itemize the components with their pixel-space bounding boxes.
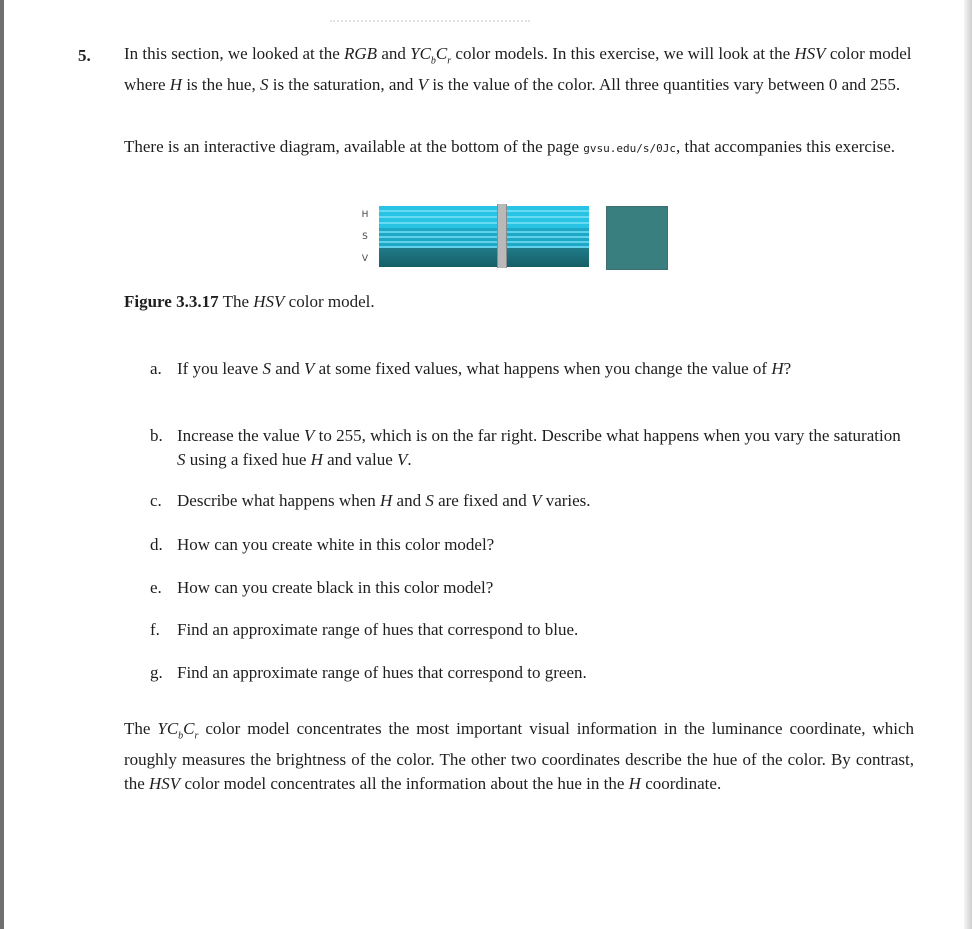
question-e: e. How can you create black in this color model? xyxy=(150,578,494,597)
page-left-border xyxy=(0,0,4,929)
question-g: g. Find an approximate range of hues that correspond to green. xyxy=(150,663,587,682)
saturation-slider-track[interactable] xyxy=(379,228,589,248)
value-slider-track[interactable] xyxy=(379,248,589,267)
exercise-number: 5. xyxy=(78,46,91,65)
question-c: c. Describe what happens when H and S are fixed and V varies. xyxy=(150,491,591,510)
slider-label-h: H xyxy=(361,210,369,220)
figure-caption: Figure 3.3.17 The HSV color model. xyxy=(124,292,375,311)
slider-thumb[interactable] xyxy=(497,204,507,268)
diagram-link[interactable]: gvsu.edu/s/0Jc xyxy=(583,142,677,155)
closing-paragraph: The $YC_bC_r$ color model concentrates the most important visual information in the luminance coordinate, which roughly measures the brightness of the color. The other two coordinates describe the hue of the color. By contrast, the HSV color model concentrates all the information about the hue in the H coordinate. xyxy=(124,719,914,794)
slider-label-v: V xyxy=(361,254,369,264)
hsv-sliders xyxy=(379,204,589,267)
figure-label: Figure 3.3.17 xyxy=(124,292,219,311)
hsv-figure xyxy=(358,204,678,274)
cut-off-previous-line xyxy=(330,20,530,30)
question-b: b. Increase the value V to 255, which is on the far right. Describe what happens when you vary the saturation S using a fixed hue H and value V. xyxy=(150,426,901,469)
hue-slider-track[interactable] xyxy=(379,206,589,228)
slider-label-s: S xyxy=(362,232,368,242)
color-swatch xyxy=(606,206,668,270)
page-right-shadow xyxy=(964,0,972,929)
slider-labels xyxy=(358,204,372,270)
question-d: d. How can you create white in this color model? xyxy=(150,535,495,554)
question-a: a. If you leave S and V at some fixed values, what happens when you change the value of H? xyxy=(150,359,792,378)
exercise-intro: In this section, we looked at the RGB and $YC_bC_r$ color models. In this exercise, we will look at the HSV color model where H is the hue, S is the saturation, and V is the value of the color. All three quantities vary between 0 and 255. xyxy=(124,44,912,95)
question-f: f. Find an approximate range of hues that correspond to blue. xyxy=(150,620,579,639)
interactive-diagram-note: There is an interactive diagram, available at the bottom of the page gvsu.edu/s/0Jc, that accompanies this exercise. xyxy=(124,137,896,156)
